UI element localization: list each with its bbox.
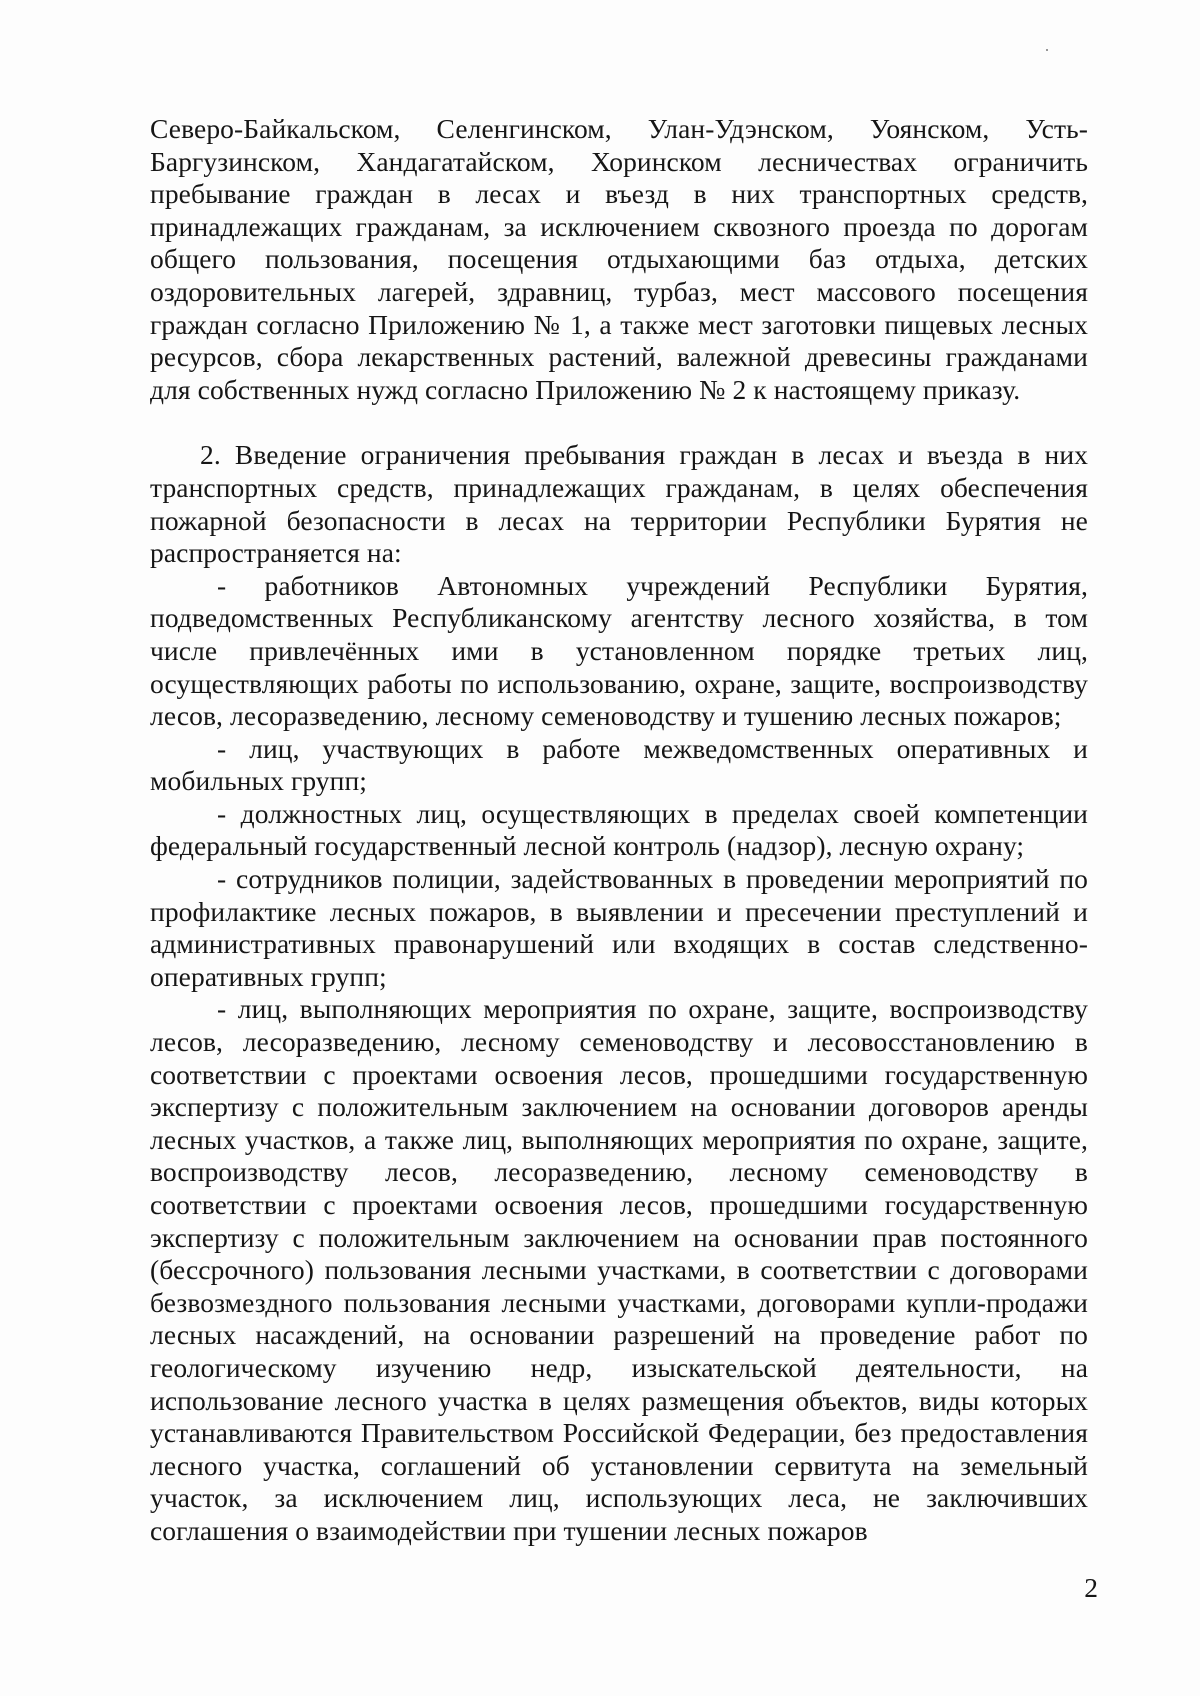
list-item: - лиц, выполняющих мероприятия по охране, защите, воспроизводству лесов, лесоразведению, лесному семеноводству и лесовосстановлению в соответствии с проектами освоения лесов, прошедшими государственную экспертизу с положительным заключением на основании договоров аренды лесных участков, а также лиц, выполняющих мероприятия по охране, защите, воспроизводству лесов, лесоразведению, лесному семеноводству в соответствии с проектами освоения лесов, прошедшими государственную экспертизу с положительным заключением на основании прав постоянного (бессрочного) пользования лесными участками, в соответствии с договорами безвозмездного пользования лесными участками, договорами купли-продажи лесных насаждений, на основании разрешений на проведение работ по геологическому изучению недр, изыскательской деятельности, на использование лесного участка в целях размещения объектов, виды которых устанавливаются Правительством Российской Федерации, без предоставления лесного участка, соглашений об установлении сервитута на земельный участок, за исключением лиц, использующих леса, не заключивших соглашения о взаимодействии при тушении лесных пожаров <box>150 993 1088 1546</box>
list-item: - сотрудников полиции, задействованных в проведении мероприятий по профилактике лесных пожаров, в выявлении и пресечении преступлений и административных правонарушений или входящих в состав следственно-оперативных групп; <box>150 863 1088 992</box>
list-item: - работников Автономных учреждений Республики Бурятия, подведомственных Республиканскому агентству лесного хозяйства, в том числе привлечённых ими в установленном порядке третьих лиц, осуществляющих работы по использованию, охране, защите, воспроизводству лесов, лесоразведению, лесному семеноводству и тушению лесных пожаров; <box>150 569 1088 732</box>
scan-speck <box>1046 49 1048 51</box>
document-body <box>150 113 1088 1548</box>
list-item: - лиц, участвующих в работе межведомственных оперативных и мобильных групп; <box>150 732 1088 797</box>
paragraph-item-2: 2. Введение ограничения пребывания граждан в лесах и въезда в них транспортных средств, принадлежащих гражданам, в целях обеспечения пожарной безопасности в лесах на территории Республики Бурятия не распространяется на: <box>150 439 1088 569</box>
list-item: - должностных лиц, осуществляющих в пределах своей компетенции федеральный государственный лесной контроль (надзор), лесную охрану; <box>150 797 1088 862</box>
paragraph-continuation: Северо-Байкальском, Селенгинском, Улан-Удэнском, Уоянском, Усть-Баргузинском, Хандагатайском, Хоринском лесничествах ограничить пребывание граждан в лесах и въезд в них транспортных средств, принадлежащих гражданам, за исключением сквозного проезда по дорогам общего пользования, посещения отдыхающими баз отдыха, детских оздоровительных лагерей, здравниц, турбаз, мест массового посещения граждан согласно Приложению № 1, а также мест заготовки пищевых лесных ресурсов, сбора лекарственных растений, валежной древесины гражданами для собственных нужд согласно Приложению № 2 к настоящему приказу. <box>150 113 1088 405</box>
page-number: 2 <box>1084 1572 1098 1603</box>
